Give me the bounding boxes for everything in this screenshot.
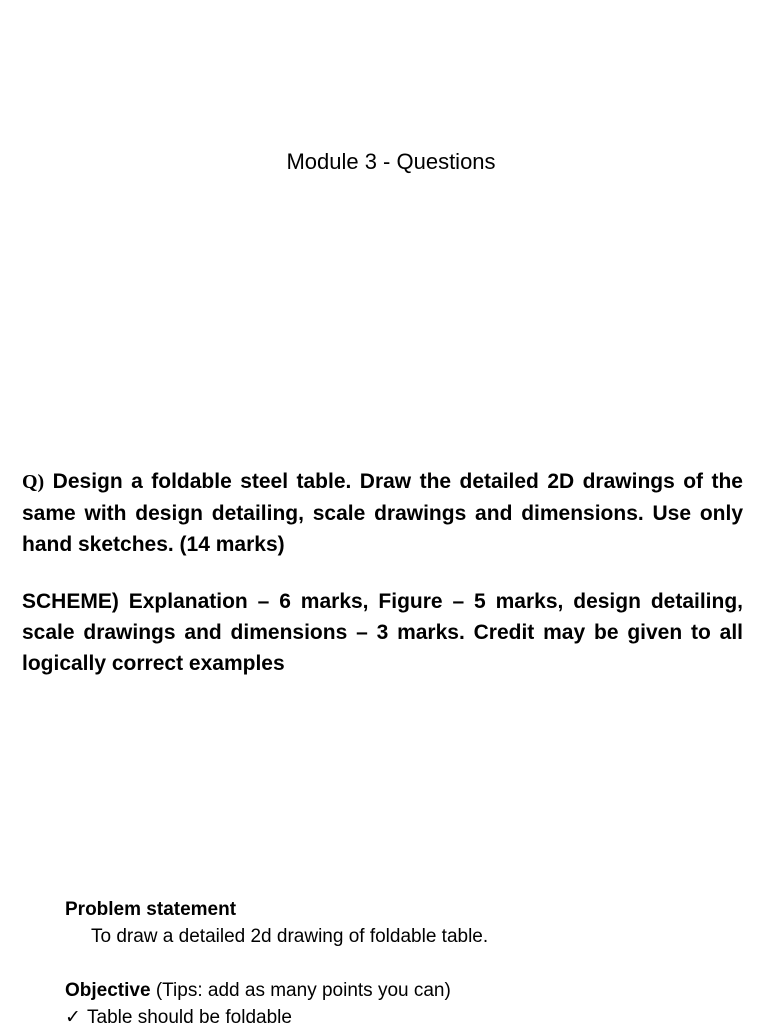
question-prefix: Q): [22, 471, 45, 493]
objective-label: Objective: [65, 980, 151, 1001]
scheme-paragraph: SCHEME) Explanation – 6 marks, Figure – 5 marks, design detailing, scale drawings and dimensions – 3 marks. Credit may be given to all logically correct examples: [22, 590, 743, 675]
problem-statement-text: To draw a detailed 2d drawing of foldable table.: [91, 926, 489, 947]
question-paragraph: [22, 466, 743, 560]
check-icon: ✓: [65, 1007, 81, 1028]
objective-line: [65, 977, 745, 1004]
problem-section: [65, 896, 745, 1031]
page-title: Module 3 - Questions: [286, 149, 496, 174]
objective-item-text: Table should be foldable: [87, 1007, 292, 1028]
question-text: Design a foldable steel table. Draw the detailed 2D drawings of the same with design detailing, scale drawings and dimensions. Use only hand sketches. (14 marks): [22, 470, 743, 556]
problem-statement-heading: Problem statement: [65, 899, 237, 920]
section-spacer: [65, 950, 745, 977]
objective-tip: (Tips: add as many points you can): [155, 980, 451, 1001]
objective-item: [65, 1004, 745, 1031]
